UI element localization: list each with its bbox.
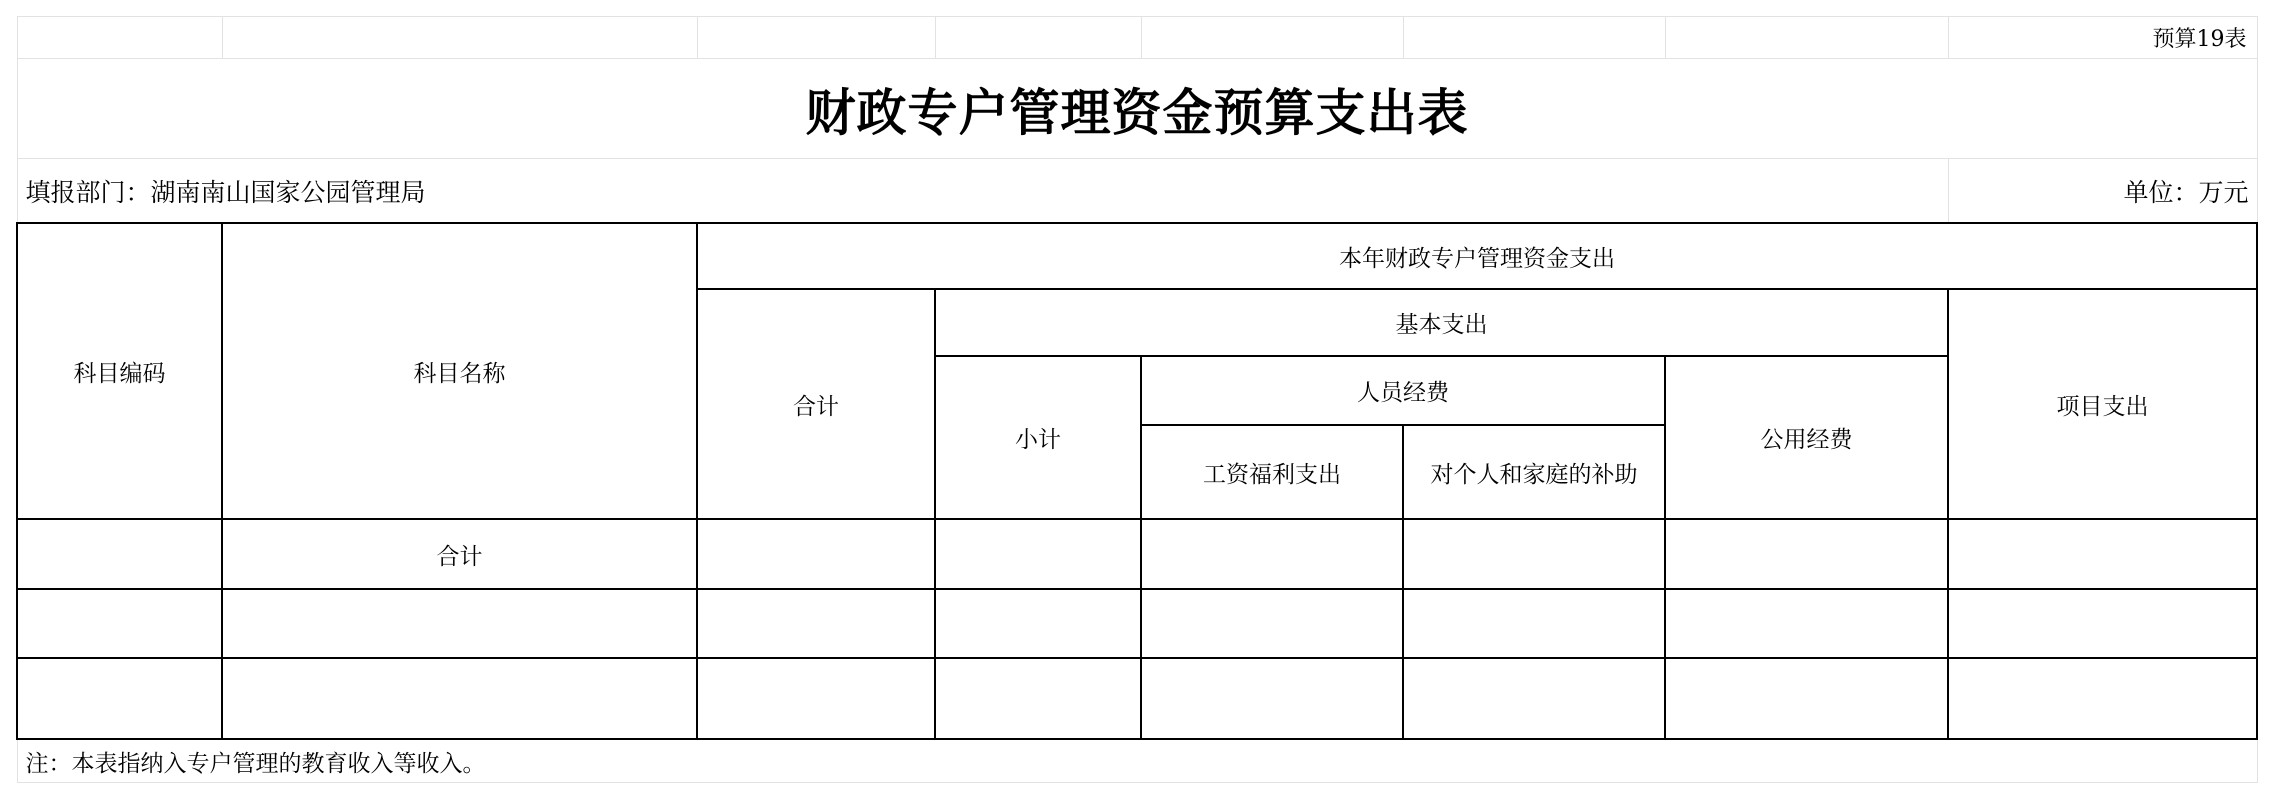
row-public[interactable]	[1665, 658, 1948, 739]
budget-table	[16, 16, 2258, 783]
cell[interactable]	[17, 17, 222, 59]
row-subsidy[interactable]	[1403, 519, 1665, 589]
row-public[interactable]	[1665, 519, 1948, 589]
row-code[interactable]	[17, 589, 222, 658]
department-label[interactable]: 填报部门：湖南南山国家公园管理局	[17, 159, 1948, 224]
row-code[interactable]	[17, 519, 222, 589]
table-row	[17, 519, 2257, 589]
row-subsidy[interactable]	[1403, 589, 1665, 658]
row-total[interactable]	[697, 589, 935, 658]
footnote[interactable]: 注：本表指纳入专户管理的教育收入等收入。	[17, 739, 2257, 783]
cell[interactable]	[935, 17, 1141, 59]
page-title[interactable]: 财政专户管理资金预算支出表	[17, 59, 2257, 159]
row-total[interactable]	[697, 519, 935, 589]
row-project[interactable]	[1948, 519, 2257, 589]
row-subsidy[interactable]	[1403, 658, 1665, 739]
header-salary-welfare[interactable]: 工资福利支出	[1141, 425, 1403, 519]
header-total[interactable]: 合计	[697, 289, 935, 519]
table-number-tag[interactable]: 预算19表	[1948, 17, 2257, 59]
header-project-expenditure[interactable]: 项目支出	[1948, 289, 2257, 519]
unit-label[interactable]: 单位：万元	[1948, 159, 2257, 224]
header-subject-code[interactable]: 科目编码	[17, 223, 222, 519]
cell[interactable]	[1665, 17, 1948, 59]
row-total[interactable]	[697, 658, 935, 739]
row-subtotal[interactable]	[935, 589, 1141, 658]
cell[interactable]	[1403, 17, 1665, 59]
row-code[interactable]	[17, 658, 222, 739]
row-name[interactable]	[222, 658, 697, 739]
row-salary[interactable]	[1141, 589, 1403, 658]
cell[interactable]	[1141, 17, 1403, 59]
row-public[interactable]	[1665, 589, 1948, 658]
row-name[interactable]	[222, 589, 697, 658]
row-project[interactable]	[1948, 658, 2257, 739]
row-subtotal[interactable]	[935, 519, 1141, 589]
table-row	[17, 589, 2257, 658]
row-subtotal[interactable]	[935, 658, 1141, 739]
header-annual-expenditure[interactable]: 本年财政专户管理资金支出	[697, 223, 2257, 289]
row-project[interactable]	[1948, 589, 2257, 658]
row-salary[interactable]	[1141, 519, 1403, 589]
header-public-expenses[interactable]: 公用经费	[1665, 356, 1948, 519]
header-household-subsidy[interactable]: 对个人和家庭的补助	[1403, 425, 1665, 519]
header-subtotal[interactable]: 小计	[935, 356, 1141, 519]
header-personnel-expenses[interactable]: 人员经费	[1141, 356, 1665, 425]
header-basic-expenditure[interactable]: 基本支出	[935, 289, 1948, 356]
cell[interactable]	[697, 17, 935, 59]
row-salary[interactable]	[1141, 658, 1403, 739]
row-name[interactable]: 合计	[222, 519, 697, 589]
cell[interactable]	[222, 17, 697, 59]
header-subject-name[interactable]: 科目名称	[222, 223, 697, 519]
table-row	[17, 658, 2257, 739]
